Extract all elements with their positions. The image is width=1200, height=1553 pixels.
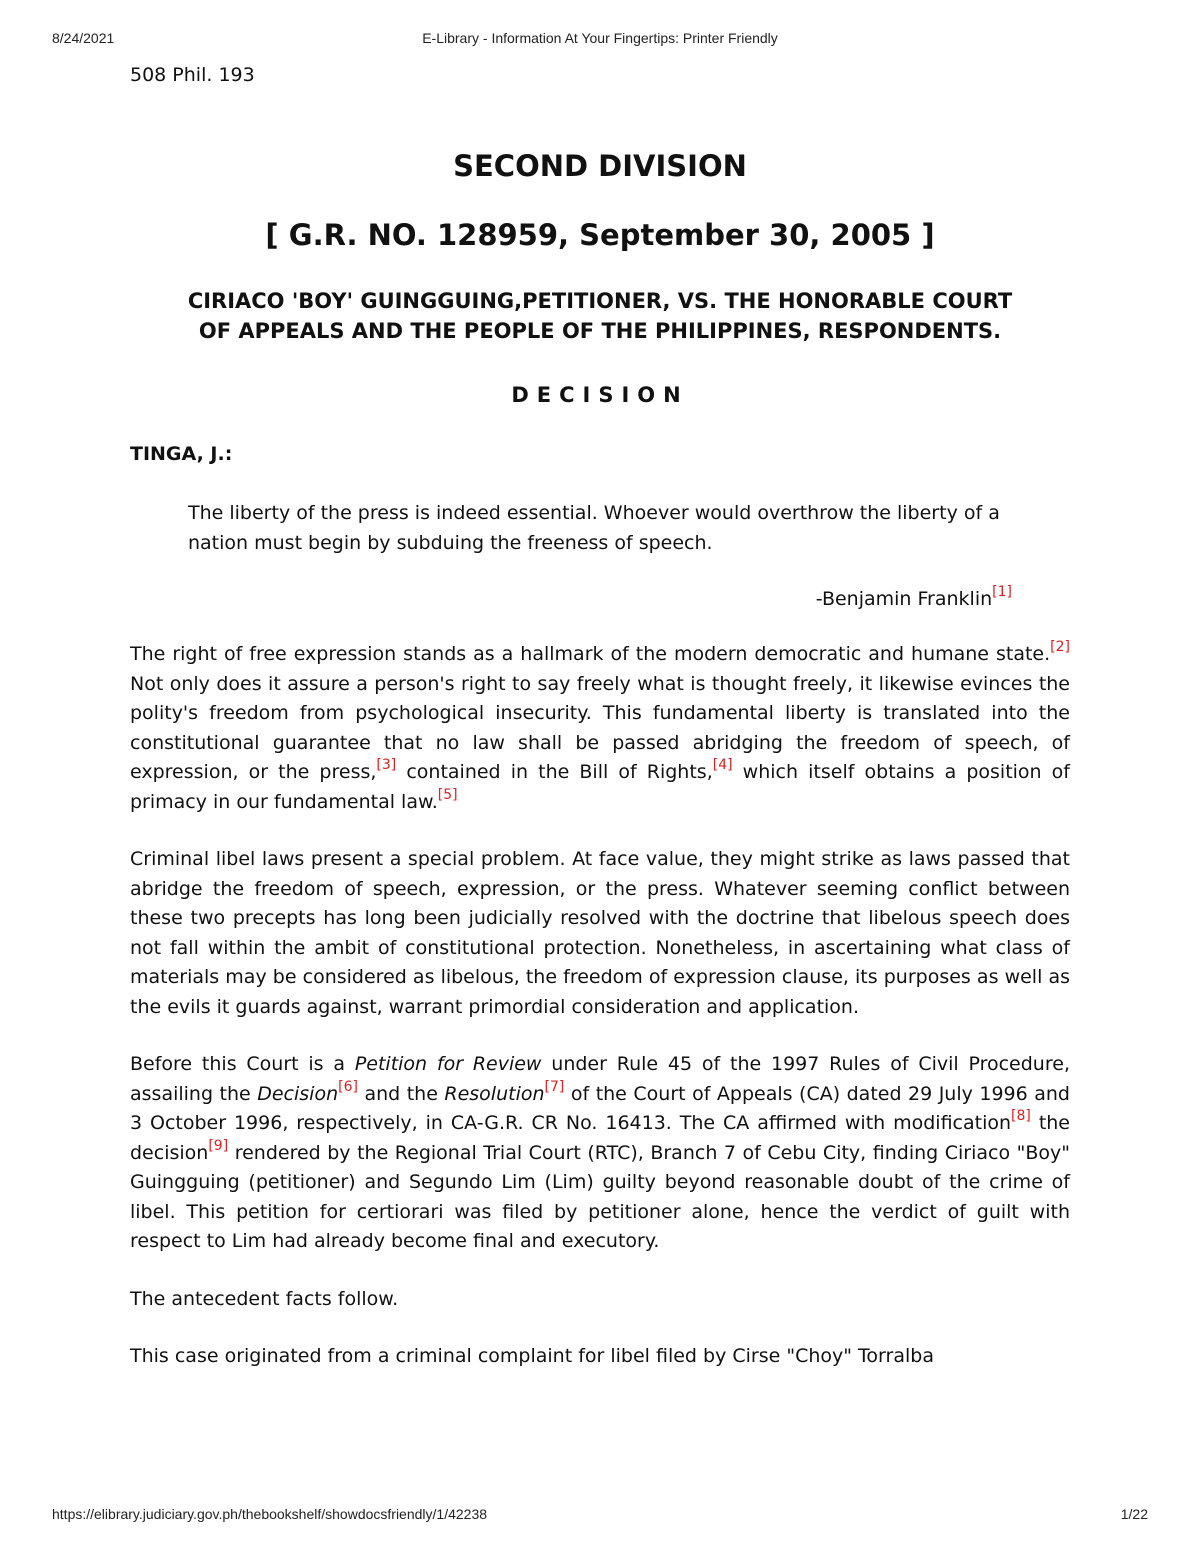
gr-number-heading: [ G.R. NO. 128959, September 30, 2005 ] [265, 218, 935, 252]
decision-title: DECISION [511, 383, 689, 407]
division-heading: SECOND DIVISION [453, 149, 747, 183]
document-body [130, 64, 1070, 1372]
footnote-link[interactable]: [2] [1050, 639, 1070, 655]
page-number: 1/22 [1120, 1506, 1148, 1522]
paragraph-4: The antecedent facts follow. [130, 1287, 399, 1310]
paragraph-3: Before this Court is a Petition for Review under Rule 45 of the 1997 Rules of Civil Procedure, assailing the Decision[6] and the Resolution[7] of the Court of Appeals (CA) dated 29 July 1996 and 3 October 1996, respectively, in CA-G.R. CR No. 16413. The CA affirmed with modification[8] the decision[9] rendered by the Regional Trial Court (RTC), Branch 7 of Cebu City, finding Ciriaco "Boy" Guingguing (petitioner) and Segundo Lim (Lim) guilty beyond reasonable doubt of the crime of libel. This petition for certiorari was filed by petitioner alone, hence the verdict of guilt with respect to Lim had already become final and executory. [130, 1053, 1070, 1252]
footnote-link[interactable]: [1] [992, 584, 1012, 600]
footnote-link[interactable]: [9] [208, 1137, 229, 1154]
attribution-text: -Benjamin Franklin [815, 588, 993, 610]
footnote-link[interactable]: [3] [376, 757, 397, 773]
footnote-link[interactable]: [6] [338, 1078, 358, 1095]
paragraph-1: The right of free expression stands as a hallmark of the modern democratic and humane state.[2] Not only does it assure a person's right to say freely what is thought freely, it likewise evinces the polity's freedom from psychological insecurity. This fundamental liberty is translated into the constitutional guarantee that no law shall be passed abridging the freedom of speech, of expression, or the press,[3] contained in the Bill of Rights,[4] which itself obtains a position of primacy in our fundamental law.[5] [130, 639, 1070, 813]
page-url: https://elibrary.judiciary.gov.ph/thebookshelf/showdocsfriendly/1/42238 [52, 1506, 488, 1522]
ponente: TINGA, J.: [130, 443, 233, 465]
paragraph-2: Criminal libel laws present a special problem. At face value, they might strike as laws passed that abridge the freedom of speech, expression, or the press. Whatever seeming conflict between these two precepts has long been judicially resolved with the doctrine that libelous speech does not fall within the ambit of constitutional protection. Nonetheless, in ascertaining what class of materials may be considered as libelous, the freedom of expression clause, its purposes as well as the evils it guards against, warrant primordial consideration and application. [130, 848, 1070, 1018]
citation: 508 Phil. 193 [130, 64, 255, 86]
footnote-link[interactable]: [5] [437, 786, 458, 803]
print-footer [52, 1506, 1148, 1526]
print-date: 8/24/2021 [52, 30, 115, 46]
epigraph-quote [188, 498, 1012, 558]
case-parties: CIRIACO 'BOY' GUINGGUING,PETITIONER, VS. THE HONORABLE COURT OF APPEALS AND THE PEOPLE OF THE PHILIPPINES, RESPONDENTS. [187, 289, 1013, 343]
footnote-link[interactable]: [4] [712, 757, 733, 773]
epigraph-attribution [130, 584, 1012, 614]
paragraph-5: This case originated from a criminal complaint for libel filed by Cirse "Choy" Torralba [130, 1345, 934, 1367]
footnote-link[interactable]: [7] [544, 1078, 565, 1095]
print-header [52, 30, 1148, 50]
epigraph-text: The liberty of the press is indeed essential. Whoever would overthrow the liberty of a nation must begin by subduing the freeness of speech. [188, 502, 1000, 554]
print-page-title: E-Library - Information At Your Fingertips: Printer Friendly [422, 30, 778, 46]
footnote-link[interactable]: [8] [1011, 1108, 1031, 1124]
